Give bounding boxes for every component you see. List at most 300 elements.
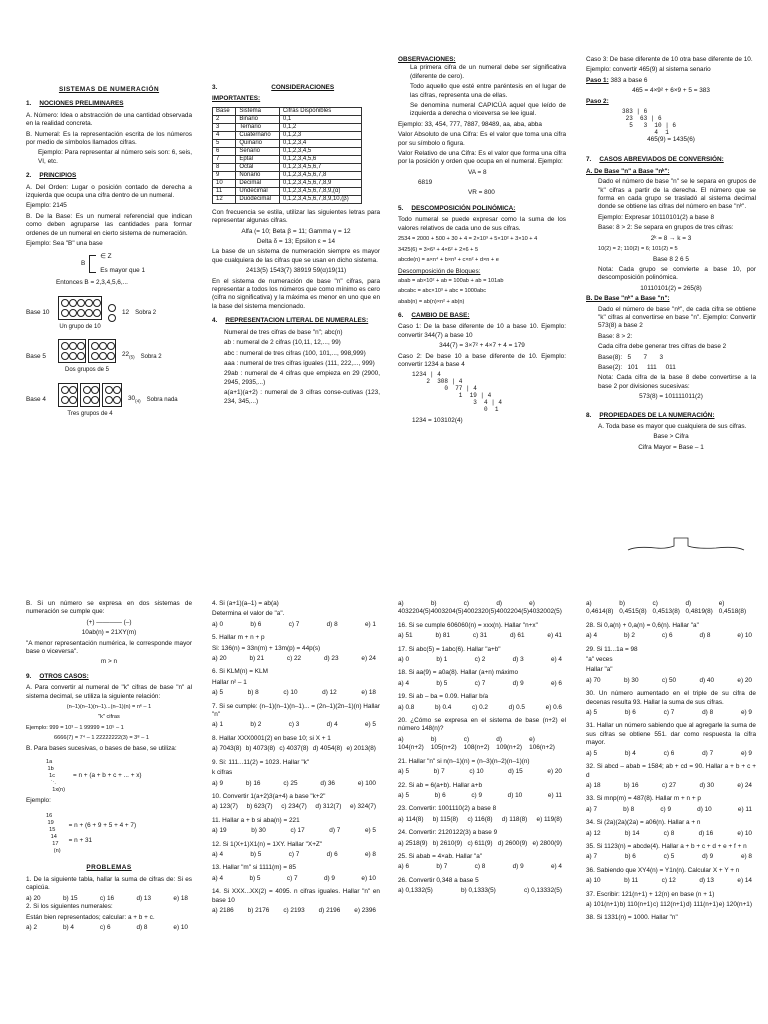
column-1-bottom: [26, 600, 192, 932]
otros-casos-example-1: Ejemplo: 999 = 10³ – 1 99999 = 10⁵ – 1: [26, 724, 124, 731]
answer-option: b) 105(n+2): [430, 735, 457, 752]
answer-option: b) 6: [624, 709, 636, 717]
section-8-heading: 8. PROPIEDADES DE LA NUMERACIÓN:: [586, 411, 715, 419]
literal-5: 29ab : numeral de 4 cifras que empieza en 29 (2900, 2945, 2935,...): [224, 370, 380, 386]
answer-option: e) 100: [357, 779, 376, 787]
answer-option: c) 31: [472, 632, 488, 640]
group-base-5: Base 5 Dos grupos de 5 $22_{(5)}$ Sobra 2: [26, 339, 192, 374]
answer-option: c) 116(8): [467, 815, 493, 823]
propiedad-b-equation: 10ab(n) = 21XY(m): [81, 629, 137, 637]
otros-casos-example-2: 6666(7) = 7⁴ – 1 22222222(3) = 3⁸ – 1: [54, 735, 149, 742]
problem-statement: 33. Si mnp(m) = 487(8). Hallar m + n + p: [586, 795, 701, 803]
answer-option: b) 2: [250, 721, 262, 729]
observaciones-heading: OBSERVACIONES:: [398, 56, 456, 63]
answer-option: e) 24: [737, 781, 752, 789]
problem-options: [398, 863, 566, 871]
answer-option: d) 2196: [318, 906, 341, 914]
greek-letters-2: Delta δ = 13; Epsilon ε = 14: [256, 238, 336, 246]
answer-option: a) 7043(8): [212, 745, 242, 753]
answer-option: c) 0,4513(8): [652, 600, 680, 616]
answer-option: d) 9: [512, 863, 524, 871]
answer-option: a) 5: [398, 791, 410, 799]
answer-option: b) 8: [247, 689, 259, 697]
section-9-heading: 9. OTROS CASOS:: [26, 672, 89, 680]
answer-option: b) 2: [623, 632, 635, 640]
answer-option: e) 20: [547, 768, 562, 776]
answer-option: e) 11: [737, 805, 752, 813]
answer-option: b) 2176: [247, 906, 270, 914]
section-4-heading: 4. REPRESENTACION LITERAL DE NUMERALES:: [212, 317, 369, 325]
answer-option: e) 9: [740, 709, 752, 717]
answer-option: a) 0,1332(5): [398, 887, 433, 895]
bases-sucesivas-1: 1a 1b 1c ⋱ 1x(n) = n + (a + b + c + ... + x): [46, 758, 142, 793]
answer-option: a) 0,4614(8): [586, 600, 614, 616]
answer-option: d) 30: [699, 781, 715, 789]
otros-casos-b: B. Para bases sucesivas, o bases de base, se utiliza:: [26, 744, 177, 752]
column-3: [398, 56, 566, 428]
answer-option: e) 8: [364, 850, 376, 858]
section-7-heading: 7. CASOS ABREVIADOS DE CONVERSIÓN:: [586, 156, 724, 164]
answer-option: d) 0,4819(8): [685, 600, 713, 616]
section-2-heading: 2. PRINCIPIOS: [26, 172, 77, 180]
caso-b-nota: Nota: Cada cifra de la base 8 debe convertirse a la base 2 por divisiones sucesivas:: [598, 374, 756, 390]
problem-options: [398, 816, 566, 824]
problem-options: [212, 803, 380, 811]
answer-option: a) 51: [398, 632, 413, 640]
answer-option: a) 0: [212, 620, 224, 628]
answer-option: b) 110(n+1): [619, 900, 653, 908]
bases-sucesivas-example-label: Ejemplo:: [26, 797, 51, 805]
column-1: [26, 56, 192, 426]
caso-b-row-2: Base(2): 101 111 011: [598, 363, 676, 371]
problem-statement: 12. Si 1(X+1)X1(n) = 1XY. Hallar "X+Z": [212, 840, 323, 848]
problem-statement: 6. Si KLM(n) = KLM: [212, 668, 268, 676]
answer-option: b) 2610(9): [432, 839, 463, 847]
bases-sucesivas-2: 16 19 15 14 17 (n) = n + (6 + 9 + 5 + 4 + 7) = n + 31: [46, 812, 137, 854]
problem-options: [586, 853, 756, 861]
problem-2: 2. Si los siguientes numerales:: [26, 903, 113, 911]
caso-b-base: Base: 8 > 2:: [598, 332, 633, 340]
base-examples: 2413(5) 1543(7) 38919 59(α)19(11): [245, 267, 347, 275]
problem-statement: 29. Si 11...1a = 98: [586, 645, 638, 653]
answer-option: c) 7: [288, 850, 300, 858]
problem-options: [586, 830, 756, 838]
answer-option: b) 0,1333(5): [460, 887, 496, 895]
answer-option: a) 7: [586, 805, 598, 813]
problem-statement: 31. Hallar un número sabiendo que al agregarle la suma de sus cifras se obtiene 551. dar como respuesta la cifra mayor.: [586, 722, 756, 747]
base-bracket: [89, 255, 96, 273]
answer-option: b) 5: [436, 679, 448, 687]
propiedad-a: A. Toda base es mayor que cualquiera de sus cifras.: [598, 423, 747, 430]
bloque-2: abcabc = abc×10³ + abc = 1000abc: [398, 288, 487, 295]
answer-option: c) 108(n+2): [463, 735, 490, 752]
answer-option: a) 18: [586, 781, 601, 789]
answer-option: d) 0.5: [508, 703, 525, 711]
answer-option: a) 6: [398, 863, 410, 871]
problem-options: [398, 600, 566, 617]
section-1-heading: 1. NOCIONES PRELIMINARES: [26, 100, 124, 108]
problem-1: 1. De la siguiente tabla, hallar la suma de cifras de: Si es capicúa.: [26, 875, 192, 892]
answer-option: a) 4: [586, 632, 598, 640]
answer-option: d) 2600(9): [497, 839, 528, 847]
answer-option: e) 14: [737, 877, 752, 885]
answer-option: c) 2: [474, 656, 486, 664]
problem-statement: 5. Hallar m + n + p: [212, 634, 265, 642]
problem-statement: 34. Si (2a)(2a)(2a) = a06(n). Hallar a + n: [586, 819, 701, 827]
answer-option: c) 112(n+1): [653, 900, 686, 908]
answer-option: e) 4032002(5): [529, 600, 562, 616]
answer-option: a) 4: [212, 874, 224, 882]
answer-option: c) 17: [290, 827, 305, 835]
problem-statement: 37. Escribir: 121(n+1) + 12(n) en base (n + 1): [586, 890, 715, 898]
answer-option: d) 40: [699, 676, 715, 684]
answer-option: a) 1: [212, 721, 224, 729]
doc-title: SISTEMAS DE NUMERACIÓN: [58, 86, 160, 93]
caso-3: Caso 3: De base diferente de 10 otra base diferente de 10.: [586, 56, 753, 63]
answer-option: d) 61: [509, 632, 525, 640]
column-2-bottom: [212, 600, 380, 920]
problem-statement: Hallar "a": [586, 666, 613, 674]
answer-option: b) 14: [624, 829, 640, 837]
problem-options: [586, 677, 756, 685]
literal-1: Numeral de tres cifras de base "n"; abc(n): [224, 328, 343, 336]
answer-option: e) 9: [740, 749, 752, 757]
descomposicion-2: 3425(6) = 3×6³ + 4×6² + 2×6 + 5: [398, 246, 479, 253]
problem-options: [586, 782, 756, 790]
answer-option: a) 5: [212, 689, 224, 697]
answer-option: a) 4: [212, 850, 224, 858]
problem-statement: Hallar n² – 1: [212, 678, 247, 686]
answer-option: b) 115(8): [432, 815, 459, 823]
answer-option: a) 20: [212, 655, 227, 663]
problem-statement: 28. Si 0,a(n) + 0,a(n) = 0,6(n). Hallar "a": [586, 621, 699, 629]
base-greater-note: Es mayor que 1: [100, 266, 146, 274]
bloque-3: abab(n) = ab(n)×n² + ab(n): [398, 298, 465, 305]
problem-options: [398, 656, 566, 664]
problem-statement: Determina el valor de "a".: [212, 610, 285, 618]
column-2: [212, 56, 380, 408]
capicua-example: Ejemplo: 33, 454, 777, 7887, 98489, aa, aba, abba: [398, 120, 542, 128]
entonces-line: Entonces B = 2,3,4,5,6,...: [56, 279, 128, 287]
answer-option: e) 20: [737, 676, 752, 684]
column-3-bottom: [398, 600, 566, 901]
descomposicion-3: abcde(n) = a×n⁴ + b×n³ + c×n² + d×n + e: [398, 256, 499, 263]
problem-statement: 17. Si abc(5) = 1abc(6). Hallar "a+b": [398, 645, 501, 653]
answer-option: e) 5: [364, 827, 376, 835]
answer-option: e) 0,4518(8): [718, 600, 747, 616]
answer-option: d) 9: [323, 874, 335, 882]
answer-option: c) 50: [661, 676, 677, 684]
caso-a-heading: A. De Base "n" a Base "nᵏ":: [586, 167, 670, 175]
caso-a-final: 10110101(2) = 265(8): [640, 284, 702, 292]
literal-6: a(a+1)(a+2) : numeral de 3 cifras conse-cutivas (123, 234, 345,...): [224, 389, 380, 405]
answer-option: a) 123(7): [212, 803, 238, 811]
answer-option: c) 9: [660, 805, 671, 813]
answer-option: b) 0,4515(8): [619, 600, 647, 616]
bloque-1: abab = ab×10² + ab = 100ab + ab = 101ab: [398, 277, 504, 284]
answer-option: b) 8: [623, 805, 635, 813]
answer-option: b) 81: [435, 632, 451, 640]
caso-2: Caso 2: De base 10 a base diferente de 10. Ejemplo: convertir 1234 a base 4: [398, 352, 566, 368]
answer-option: a) 5: [586, 749, 598, 757]
answer-option: d) 6: [326, 850, 338, 858]
caso-a-text: Dado el número de base "n" se le separa en grupos de "k" cifras a partir de la derecha. El número que se forma en cada grupo se trasladó al sistema decimal donde se obtiene las cifras del número en base "nᵏ".: [598, 178, 756, 211]
problem-options: [212, 745, 380, 753]
answer-option: d) 7: [702, 749, 714, 757]
answer-option: c) 2193: [283, 906, 305, 914]
answer-option: c) 5: [663, 853, 675, 861]
problem-options: [398, 680, 566, 688]
answer-option: e) 18: [361, 689, 376, 697]
answer-option: e) 41: [547, 632, 562, 640]
answer-option: d) 3: [512, 656, 524, 664]
answer-option: a) 0: [398, 656, 410, 664]
propiedad-eq-1: Base > Cifra: [653, 433, 689, 441]
literal-3: abc : numeral de tres cifras (100, 101,..., 998,999): [224, 349, 366, 357]
answer-option: c) 4002320(5): [463, 600, 497, 616]
answer-option: b) 0.4: [435, 703, 452, 711]
propiedad-b: B. Si un número se expresa en dos sistemas de numeración se cumple que:: [26, 600, 192, 616]
numeral-definition: B. Numeral: Es la representación escrita de los números por medio de símbolos llamados cifras.: [26, 130, 192, 147]
caso-3-example: Ejemplo: convertir 465(9) al sistema senario: [586, 66, 711, 74]
problem-options: [586, 877, 756, 885]
answer-option: c) 10: [283, 689, 298, 697]
answer-option: b) 16: [245, 779, 261, 787]
answer-option: d) 111(n+1): [685, 900, 719, 908]
base-n-rule: En el sistema de numeración de base "n" cifras, para representar a todos los números que como mínimo es cero (cifra no significativa) y la máxima es menor en uno que en la base del sistema mencionado.: [212, 277, 380, 310]
division-diagram: 1234 | 4 2 308 | 4 0 77 | 4 1 19 | 4 3 4 | 4 0 1: [412, 371, 503, 414]
answer-option: c) 4037(8): [279, 745, 309, 753]
caso-a-base: Base: 8 > 2: Se separa en grupos de tres cifras:: [598, 224, 734, 232]
answer-option: a) 4: [398, 679, 410, 687]
problem-statement: 20. ¿Cómo se expresa en el sistema de base (n+2) el número 148(n)?: [398, 717, 566, 733]
answer-option: d) 118(8): [501, 815, 528, 823]
answer-option: e) 1: [364, 620, 376, 628]
problem-statement: 38. Si 1331(n) = 1000. Hallar "n": [586, 914, 678, 922]
problem-statement: 26. Convertir 0,348 a base 5: [398, 876, 479, 884]
table-row: 10 Decimal 0,1,2,3,4,5,6,7,8,9: [213, 179, 362, 187]
answer-option: a) 7: [586, 853, 598, 861]
answer-option: b) 7: [433, 768, 445, 776]
answer-option: b) 4003204(5): [430, 600, 464, 616]
caso-a-example: Ejemplo: Expresar 10110101(2) a base 8: [598, 213, 715, 221]
group-base-10: Base 10 Un grupo de 10 12 Sobra 2: [26, 296, 192, 331]
answer-option: e) 2800(9): [532, 839, 562, 847]
table-row: 5 Quinario 0,1,2,3,4: [213, 139, 362, 147]
observacion-1: La primera cifra de un numeral debe ser significativa (diferente de cero).: [410, 64, 566, 80]
answer-option: e) 6: [550, 679, 562, 687]
answer-option: a) 4032204(5): [398, 600, 431, 616]
problem-statement: 18. Si aa(9) = a0a(8). Hallar (a+n) máximo: [398, 669, 519, 677]
answer-option: c) 25: [283, 779, 298, 787]
problem-statement: 13. Hallar "m" si 1111(m) = 85: [212, 864, 296, 872]
answer-option: a) 2518(9): [398, 839, 428, 847]
problem-statement: 36. Sabiendo que XY4(n) = Y1n(n). Calcular X + Y + n: [586, 866, 740, 874]
problem-options: [398, 768, 566, 776]
paso-2-result: 465(9) = 1435(6): [647, 136, 695, 144]
answer-option: a) 19: [212, 827, 227, 835]
caso-a-groups: 10(2) = 2; 110(2) = 6; 101(2) = 5: [598, 246, 678, 253]
answer-option: d) 10: [507, 791, 523, 799]
propiedad-eq-2: Cifra Mayor = Base – 1: [638, 443, 704, 451]
group-value-10: 12: [122, 309, 130, 317]
answer-option: d) 10: [697, 805, 712, 813]
answer-option: e) 120(n+1): [718, 900, 752, 908]
answer-option: b) 5: [249, 874, 261, 882]
answer-option: d) 4054(8): [312, 745, 343, 753]
table-row: 12 Duodecimal 0,1,2,3,4,5,6,7,8,9,10,(β): [213, 195, 362, 203]
answer-option: b) 30: [251, 827, 266, 835]
problem-options: [212, 721, 380, 729]
answer-option: b) 7: [436, 863, 448, 871]
answer-option: a) 101(n+1): [586, 900, 620, 908]
descomposicion-text: Todo numeral se puede expresar como la suma de los valores relativos de cada uno de sus cifras.: [398, 216, 566, 232]
problemas-heading: PROBLEMAS: [86, 863, 132, 871]
answer-option: c) 10: [469, 768, 484, 776]
answer-option: b) 4: [624, 749, 636, 757]
propiedad-b-mn: m > n: [100, 658, 118, 666]
answer-option: a) 9: [212, 779, 224, 787]
problem-statement: 11. Hallar a + b si aba(n) = 221: [212, 816, 300, 824]
column-4: Caso 3: De base diferente de 10 otra base diferente de 10. Ejemplo: convertir 465(9) al sistema senario Paso 1: 383 a base 6 465 = 4×9² + 6×9 + 5 = 383 Paso 2: 383 | 6 23 63 | 6 5 3 10 | 6 4 1 465(9) = 1435(6) 7. CASOS ABREVIADOS DE CONVERSIÓN: A. De Base "n" a Base "nᵏ": Dado el número de base "n" se le separa en grupos de "k" cifras a partir de la derecha. El número que se forma en cada grupo se trasladó al sistema decimal donde se obtiene las cifras del número en base "nᵏ". Ejemplo: Expresar 10110101(2) a base 8 Base: 8 > 2: Se separa en grupos de tres cifras: 2ᵏ = 8 → k = 3 10(2) = 2; 110(2) = 6; 101(2) = 5 Base 8 2 6 5 Nota: Cada grupo se convierte a base 10, por descomposición polinómica. 10110101(2) = 265(8) B. De Base "nᵏ" a Base "n": Dado el número de base "nᵏ", de cada cifra se obtiene "k" cifras al convertirse en base "n". Ejemplo: Convertir 573(8) a base 2 Base: 8 > 2: Cada cifra debe generar tres cifras de base 2 Base(8): 5 7 3 Base(2): 101 111 011 Nota: Cada cifra de la base 8 debe convertirse a la base 2 por divisiones sucesivas: 573(8) = 101111011(2) 8. PROPIEDADES DE LA NUMERACIÓN: A. Toda base es mayor que cualquiera de sus cifras. Base > Cifra Cifra Mayor = Base – 1: [586, 56, 756, 451]
caso-b-text-2: Cada cifra debe generar tres cifras de base 2: [598, 343, 727, 351]
answer-option: e) 4: [550, 656, 562, 664]
answer-option: c) 611(9): [467, 839, 493, 847]
va-vr-diagram: VA = 8 6819 VR = 800: [418, 168, 495, 196]
caso-b-row-1: Base(8): 5 7 3: [598, 353, 663, 361]
answer-option: b) 6: [434, 791, 446, 799]
problem-options: [398, 736, 566, 753]
paso-1-equation: 465 = 4×9² + 6×9 + 5 = 383: [632, 87, 710, 95]
base-integer-note: ∈ Z: [100, 252, 112, 260]
valor-relativo: Valor Relativo de una Cifra: Es el valor que forma una cifra por la posición y orden que ocupa en el numeral. Ejemplo:: [398, 150, 566, 166]
answer-option: b) 21: [249, 655, 265, 663]
base-rule: La base de un sistema de numeración siempre es mayor que cualquiera de las cifras que se usan en dicho sistema.: [212, 248, 380, 264]
answer-option: d) 15: [508, 768, 523, 776]
answer-option: b) 4073(8): [245, 745, 276, 753]
problem-statement: 32. Si abcd – abab = 1584; ab + cd = 90. Hallar a + b + c + d: [586, 763, 756, 779]
principio-orden-example: Ejemplo: 2145: [26, 202, 67, 210]
answer-option: d) 16: [698, 829, 714, 837]
problem-options: [586, 600, 756, 617]
problem-statement: "a" veces: [586, 656, 613, 664]
problem-statement: 9. Si: 111...11(2) = 1023. Hallar "k": [212, 758, 310, 766]
problem-options: [586, 709, 756, 717]
principio-base: B. De la Base: Es un numeral referencial que indican como deben agruparse las cantidades para formar ordenes de un numeral en cierto sistema de numeración.: [26, 212, 192, 237]
answer-option: d) 12: [322, 689, 337, 697]
table-row: 8 Octal 0,1,2,3,4,5,6,7: [213, 163, 362, 171]
answer-option: c) 6: [661, 632, 673, 640]
problem-statement: 30. Un número aumentado en el triple de su cifra de decenas resulta 93. Hallar la suma de sus cifras.: [586, 690, 756, 706]
answer-option: a) 5: [586, 709, 598, 717]
otros-casos-a-equation: (n–1)(n–1)(n–1)...(n–1)(n) = nᵏ – 1: [66, 704, 152, 711]
caso-1-equation: 344(7) = 3×7² + 4×7 + 4 = 179: [439, 342, 525, 350]
table-row: 9 Nonario 0,1,2,3,4,5,6,7,8: [213, 171, 362, 179]
table-row: 6 Senario 0,1,2,3,4,5: [213, 147, 362, 155]
table-row: 4 Cuaternario 0,1,2,3: [213, 131, 362, 139]
paso-2-division: 383 | 6 23 63 | 6 5 3 10 | 6 4 1: [622, 108, 677, 137]
literal-4: aaa : numeral de tres cifras iguales (111, 222,..., 999): [224, 359, 375, 367]
propiedad-b-quote: "A menor representación numérica, le corresponde mayor base o viceversa".: [26, 639, 192, 656]
answer-option: a) 0.8: [398, 703, 415, 711]
problem-options: [212, 907, 380, 915]
answer-option: d) 4002204(5): [496, 600, 530, 616]
numeral-example: Ejemplo: Para representar al número seis son: 6, seis, VI, etc.: [38, 149, 192, 165]
propiedad-b-arrows: (+) ———— (–): [86, 618, 132, 626]
answer-option: e) 24: [361, 655, 376, 663]
answer-option: e) 5: [364, 721, 376, 729]
caso-a-nota: Nota: Cada grupo se convierte a base 10, por descomposición polinómica.: [598, 265, 756, 282]
caso-b-text: Dado el número de base "nᵏ", de cada cifra se obtiene "k" cifras al convertirse en base "n". Ejemplo: Convertir 573(8) a base 2: [598, 305, 756, 330]
problem-1-options: a) 20 b) 15 c) 16 d) 13 e) 18: [26, 894, 188, 902]
answer-option: c) 27: [661, 781, 677, 789]
problem-statement: 22. Si ab = 6(a+b). Hallar a+b: [398, 781, 483, 789]
answer-option: d) 23: [323, 655, 339, 663]
descomposicion-1: 2534 = 2000 + 500 + 30 + 4 = 2×10³ + 5×10² + 3×10 + 4: [398, 236, 538, 243]
answer-option: d) 8: [699, 632, 711, 640]
problem-options: [586, 901, 756, 909]
answer-option: d) 9: [512, 679, 524, 687]
problem-statement: 19. Si ab – ba = 0.09. Hallar b/a: [398, 693, 489, 701]
group-value-5: 22: [122, 351, 130, 359]
answer-option: d) 13: [699, 877, 714, 885]
answer-option: e) 11: [547, 791, 562, 799]
answer-option: a) 70: [586, 676, 601, 684]
otros-casos-a-k: "k" cifras: [98, 714, 120, 721]
problem-options: [212, 851, 380, 859]
literal-2: ab : numeral de 2 cifras (10,11, 12,..., 99): [224, 339, 341, 347]
problem-statement: 23. Convertir: 1001110(2) a base 8: [398, 805, 497, 813]
answer-option: a) 114(8): [398, 815, 424, 823]
answer-option: a) 12: [586, 829, 601, 837]
answer-option: e) 0.6: [545, 703, 562, 711]
problem-options: [398, 887, 566, 895]
section-6-heading: 6. CAMBIO DE BASE:: [398, 311, 470, 319]
column-4-bottom: [586, 600, 756, 925]
problem-options: [586, 632, 756, 640]
answer-option: d) 9: [702, 853, 714, 861]
answer-option: d) 7: [329, 827, 341, 835]
caso-b-heading: B. De Base "nᵏ" a Base "n":: [586, 295, 670, 303]
group-value-4: 30: [128, 394, 136, 402]
problem-statement: 35. Si 1123(n) = abcde(4). Hallar a + b + c + d + e + f + n: [586, 842, 747, 850]
answer-option: c) 3: [288, 721, 300, 729]
answer-option: c) 12: [661, 877, 676, 885]
answer-option: e) 2396: [354, 906, 376, 914]
section-5-heading: 5. DESCOMPOSICIÓN POLINÓMICA:: [398, 204, 516, 212]
answer-option: b) 30: [623, 676, 639, 684]
problem-options: [398, 632, 566, 640]
otros-casos-a: A. Para convertir al numeral de "k" cifras de base "n" al sistema decimal, se utiliza la siguiente relación:: [26, 684, 192, 700]
table-header-row: Base Sistema Cifras Disponibles: [213, 107, 362, 115]
answer-option: d) 36: [320, 779, 335, 787]
problem-options: [212, 655, 380, 663]
caso-a-result: Base 8 2 6 5: [653, 255, 689, 263]
answer-option: c) 7: [663, 709, 675, 717]
ten-units-box: [58, 296, 102, 320]
observacion-3: Se denomina numeral CAPICÚA aquel que leído de izquierda a derecha o viceversa se lee igual.: [410, 102, 566, 118]
bloques-heading: Descomposición de Bloques:: [398, 268, 481, 276]
valor-absoluto: Valor Absoluto de una Cifra: Es el valor que toma una cifra por su símbolo o figura.: [398, 131, 566, 147]
answer-option: c) 9: [471, 791, 482, 799]
answer-option: d) 109(n+2): [496, 735, 523, 752]
answer-option: e) 324(7): [350, 803, 376, 811]
problem-options: [398, 840, 566, 848]
answer-option: c) 7: [474, 679, 486, 687]
principio-orden: A. Del Orden: Lugar o posición contado de derecha a izquierda que ocupa una cifra dentro de un numeral.: [26, 183, 192, 200]
answer-option: a) 104(n+2): [398, 735, 424, 752]
principio-base-example: Ejemplo: Sea "B" una base: [26, 240, 103, 248]
